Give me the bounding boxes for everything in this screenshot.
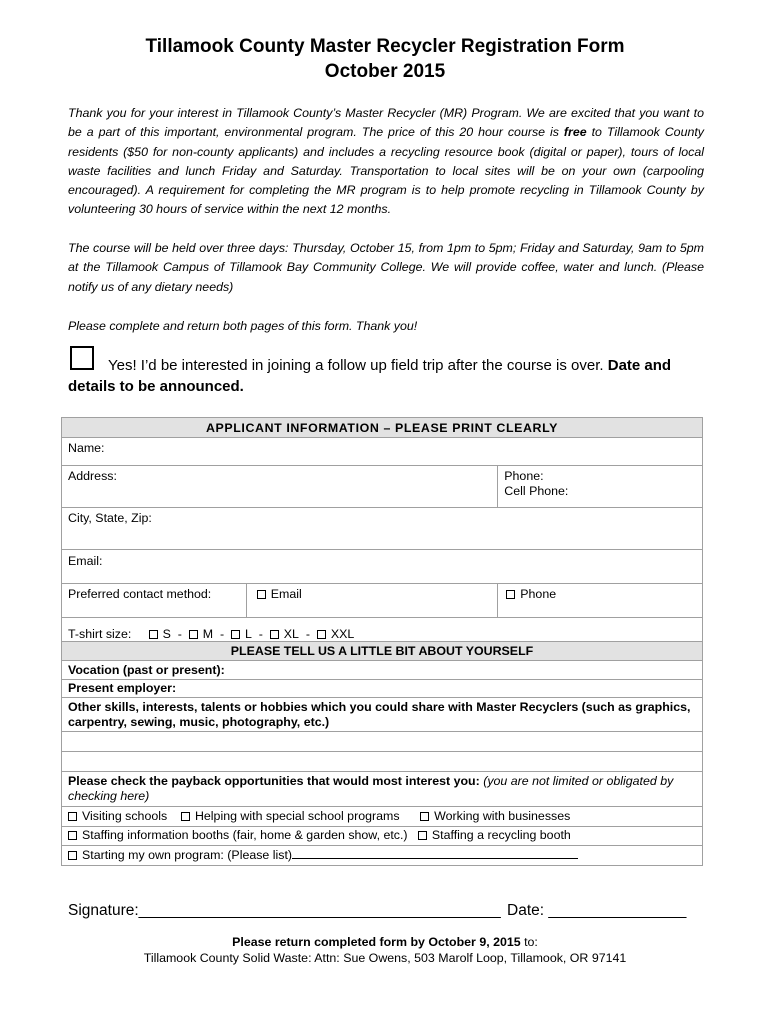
form-subtitle: October 2015: [324, 61, 446, 82]
size-xxl-checkbox[interactable]: [317, 630, 326, 639]
date-label: Date:: [507, 902, 545, 919]
school-programs-checkbox[interactable]: [181, 812, 190, 821]
about-yourself-header: PLEASE TELL US A LITTLE BIT ABOUT YOURSELF: [62, 642, 703, 661]
signature-line[interactable]: __________________________________________: [138, 902, 501, 919]
intro-paragraph-1: Thank you for your interest in Tillamook County’s Master Recycler (MR) Program. We are excited that you want to be a part of this important, environmental program. The price of this 20 hour course is free to Tillamook County residents ($50 for non-county applicants) and includes a recycling resource book (digital or paper), tours of local waste facilities and lunch Friday and Saturday. Transportation to local sites will be on your own (carpooling encouraged). A requirement for completing the MR program is to help promote recycling in Tillamook County by volunteering 30 hours of service within the next 12 months.: [68, 106, 704, 217]
city-state-zip-label: City, State, Zip:: [68, 511, 152, 525]
payback-row-1: Visiting schools Helping with special school programs Working with businesses: [62, 807, 703, 827]
form-title: Tillamook County Master Recycler Registration Form: [145, 36, 625, 57]
own-program-line[interactable]: [292, 847, 578, 859]
employer-field[interactable]: Present employer:: [62, 680, 703, 698]
contact-method-label: Preferred contact method:: [62, 584, 247, 618]
signature-row: [68, 902, 686, 920]
skills-field[interactable]: Other skills, interests, talents or hobbies which you could share with Master Recyclers (such as graphics, carpentry, sewing, music, photography, etc.): [62, 698, 703, 732]
tshirt-size-row: T-shirt size: S - M - L - XL - XXL: [62, 618, 703, 642]
skills-blank-line-2[interactable]: [62, 752, 703, 772]
size-xl-checkbox[interactable]: [270, 630, 279, 639]
vocation-field[interactable]: Vocation (past or present):: [62, 661, 703, 680]
address-label: Address:: [68, 469, 117, 483]
phone-field[interactable]: [498, 466, 703, 508]
signature-label: Signature:: [68, 902, 139, 919]
intro-paragraph-2: The course will be held over three days: Thursday, October 15, from 1pm to 5pm; Friday and Saturday, 9am to 5pm at the Tillamook Campus of Tillamook Bay Community College. We will provide coffee, water and lunch. (Please notify us of any dietary needs): [68, 241, 704, 294]
size-s-checkbox[interactable]: [149, 630, 158, 639]
email-label: Email:: [68, 554, 103, 568]
address-field[interactable]: [62, 466, 498, 508]
recycling-booth-checkbox[interactable]: [418, 831, 427, 840]
date-line[interactable]: ________________: [548, 902, 687, 919]
contact-email-option[interactable]: Email: [246, 584, 498, 618]
contact-phone-checkbox[interactable]: [506, 590, 515, 599]
applicant-info-header: APPLICANT INFORMATION – PLEASE PRINT CLEARLY: [62, 418, 703, 438]
email-field[interactable]: [62, 550, 703, 584]
return-deadline: Please return completed form by October 9, 2015 to:: [232, 935, 538, 949]
cell-phone-label: Cell Phone:: [504, 484, 569, 498]
field-trip-text: Yes! I’d be interested in joining a follow up field trip after the course is over. Date and details to be announced.: [68, 357, 672, 395]
contact-email-checkbox[interactable]: [257, 590, 266, 599]
working-businesses-checkbox[interactable]: [420, 812, 429, 821]
payback-row-2: Staffing information booths (fair, home & garden show, etc.) Staffing a recycling booth: [62, 827, 703, 846]
name-label: Name:: [68, 441, 105, 455]
phone-label: Phone:: [504, 469, 544, 483]
intro-paragraph-3: Please complete and return both pages of this form. Thank you!: [68, 319, 418, 333]
info-booths-checkbox[interactable]: [68, 831, 77, 840]
size-m-checkbox[interactable]: [189, 630, 198, 639]
return-address: Tillamook County Solid Waste: Attn: Sue Owens, 503 Marolf Loop, Tillamook, OR 97141: [143, 951, 627, 965]
payback-row-3: Starting my own program: (Please list): [62, 846, 703, 866]
name-field[interactable]: [62, 438, 703, 466]
payback-prompt: Please check the payback opportunities that would most interest you: (you are not limited or obligated by checking here): [62, 772, 703, 807]
skills-blank-line-1[interactable]: [62, 732, 703, 752]
own-program-checkbox[interactable]: [68, 851, 77, 860]
size-l-checkbox[interactable]: [231, 630, 240, 639]
contact-phone-option[interactable]: Phone: [498, 584, 703, 618]
city-state-zip-field[interactable]: [62, 508, 703, 550]
applicant-form: [61, 417, 703, 866]
visiting-schools-checkbox[interactable]: [68, 812, 77, 821]
tshirt-size-label: T-shirt size:: [68, 627, 132, 641]
